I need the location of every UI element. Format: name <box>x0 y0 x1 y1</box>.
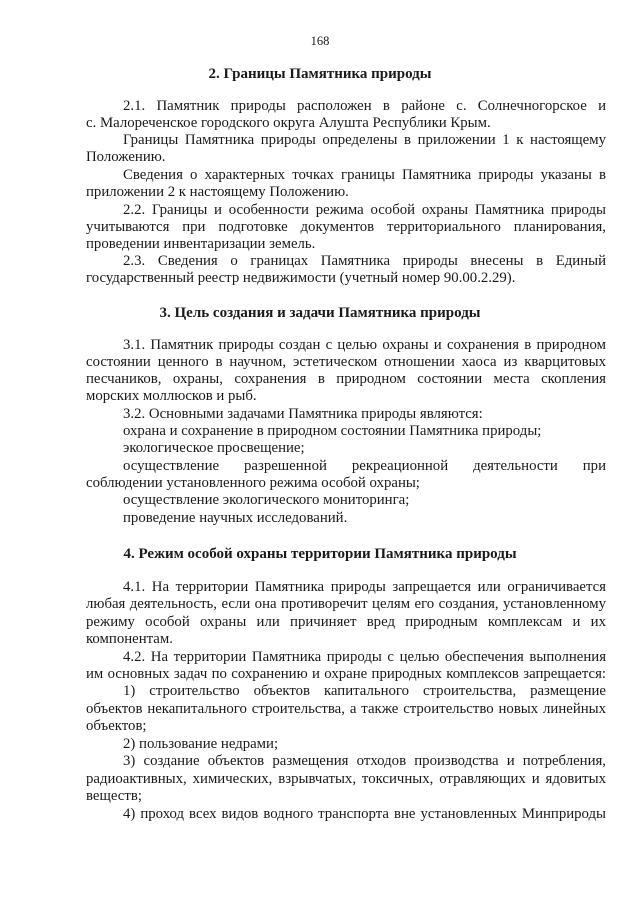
section-3-line: соблюдении установленного режима особой охраны; <box>86 475 420 491</box>
section-2-line: государственный реестр недвижимости (учетный номер 90.00.2.29). <box>86 270 516 286</box>
section-2-line: Границы Памятника природы определены в приложении 1 к настоящему <box>123 132 606 148</box>
section-4-line: объектов некапитального строительства, а также строительство новых линейных <box>86 701 606 717</box>
section-3-line: 3.2. Основными задачами Памятника природы являются: <box>123 406 483 422</box>
section-4-heading: 4. Режим особой охраны территории Памятника природы <box>123 546 517 562</box>
section-4-line: им основных задач по сохранению и охране природных комплексов запрещается: <box>86 666 606 682</box>
section-4-line: объектов; <box>86 718 147 734</box>
section-4-line: веществ; <box>86 788 142 804</box>
section-3-heading: 3. Цель создания и задачи Памятника природы <box>159 305 481 321</box>
section-3-line: проведение научных исследований. <box>123 510 348 526</box>
section-4-line: компонентам. <box>86 631 173 647</box>
section-4-line: любая деятельность, если она противоречит целям его создания, установленному <box>86 596 606 612</box>
section-2-line: 2.1. Памятник природы расположен в районе с. Солнечногорское и <box>123 98 606 114</box>
section-4-line: 4.2. На территории Памятника природы с целью обеспечения выполнения <box>123 649 606 665</box>
section-3-line: экологическое просвещение; <box>123 440 305 456</box>
section-4-line: 4) проход всех видов водного транспорта вне установленных Минприроды <box>123 806 606 822</box>
section-2-line: Сведения о характерных точках границы Памятника природы указаны в <box>123 167 606 183</box>
section-3-line: охрана и сохранение в природном состоянии Памятника природы; <box>123 423 542 439</box>
section-2-line: с. Малореченское городского округа Алушта Республики Крым. <box>86 115 491 131</box>
section-3-line: осуществление разрешенной рекреационной деятельности при <box>123 458 606 474</box>
section-2-line: 2.2. Границы и особенности режима особой охраны Памятника природы <box>123 202 606 218</box>
section-2-heading: 2. Границы Памятника природы <box>208 66 432 82</box>
section-3-line: морских моллюсков и рыб. <box>86 388 257 404</box>
section-4-line: радиоактивных, химических, взрывчатых, токсичных, отравляющих и ядовитых <box>86 771 606 787</box>
section-4-line: 4.1. На территории Памятника природы запрещается или ограничивается <box>123 579 606 595</box>
section-2-line: учитываются при подготовке документов территориального планирования, <box>86 219 606 235</box>
section-2-line: проведении инвентаризации земель. <box>86 236 316 252</box>
section-3-line: осуществление экологического мониторинга; <box>123 492 410 508</box>
section-4-line: режиму особой охраны или причиняет вред природным комплексам и их <box>86 614 606 630</box>
section-4-line: 3) создание объектов размещения отходов производства и потребления, <box>123 753 606 769</box>
section-2-line: Положению. <box>86 149 166 165</box>
section-4-line: 1) строительство объектов капитального строительства, размещение <box>123 683 606 699</box>
section-3-line: состоянии ценного в научном, эстетическом отношении хаоса из кварцитовых <box>86 354 606 370</box>
section-3-line: 3.1. Памятник природы создан с целью охраны и сохранения в природном <box>123 337 606 353</box>
section-4-line: 2) пользование недрами; <box>123 736 279 752</box>
page-number: 168 <box>310 34 330 48</box>
section-2-line: 2.3. Сведения о границах Памятника природы внесены в Единый <box>123 253 606 269</box>
section-2-line: приложении 2 к настоящему Положению. <box>86 184 349 200</box>
section-3-line: песчаников, охраны, сохранения в природном состоянии места скопления <box>86 371 606 387</box>
